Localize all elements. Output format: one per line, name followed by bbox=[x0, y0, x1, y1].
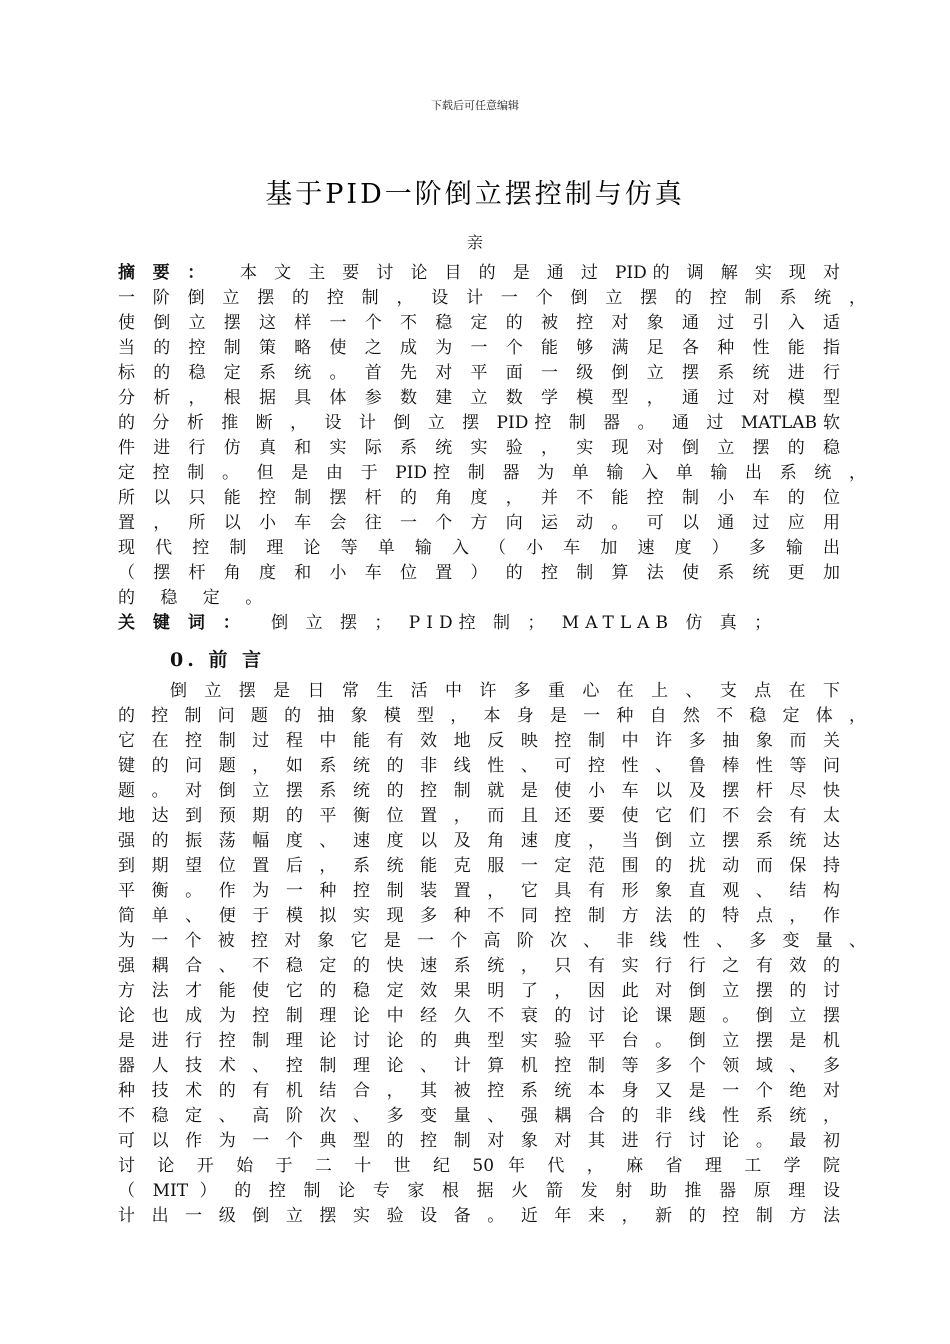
abstract-line: 标 的 稳 定 系 统 。 首 先 对 平 面 一 级 倒 立 摆 系 统 进 行 bbox=[118, 363, 840, 383]
body-line: （ MIT ） 的 控 制 论 专 家 根 据 火 箭 发 射 助 推 器 原 理 设 bbox=[118, 1181, 840, 1201]
document-title: 基于PID一阶倒立摆控制与仿真 bbox=[265, 179, 685, 210]
body-line: 讨 论 开 始 于 二 十 世 纪 50 年 代 ， 麻 省 理 工 学 院 bbox=[118, 1156, 840, 1176]
body-line: 不 稳 定 、 高 阶 次 、 多 变 量 、 强 耦 合 的 非 线 性 系 统 ， bbox=[118, 1106, 840, 1126]
body-line: 为 一 个 被 控 对 象 它 是 一 个 高 阶 次 、 非 线 性 、 多 变 量 、 bbox=[118, 931, 866, 951]
body-line: 种 技 术 的 有 机 结 合 ， 其 被 控 系 统 本 身 又 是 一 个 绝 对 bbox=[118, 1081, 840, 1101]
body-line: 方 法 才 能 使 它 的 稳 定 效 果 明 了 ， 因 此 对 倒 立 摆 的 讨 bbox=[118, 981, 840, 1001]
abstract-line: 现 代 控 制 理 论 等 单 输 入 （ 小 车 加 速 度 ） 多 输 出 bbox=[118, 538, 840, 558]
abstract-line: 的 分 析 推 断 ， 设 计 倒 立 摆 PID控 制 器 。 通 过 MATLAB软 bbox=[118, 413, 840, 433]
body-line: 强 耦 合 、 不 稳 定 的 快 速 系 统 ， 只 有 实 行 行 之 有 效 的 bbox=[118, 956, 840, 976]
abstract-line: 使 倒 立 摆 这 样 一 个 不 稳 定 的 被 控 对 象 通 过 引 入 适 bbox=[118, 313, 840, 333]
body-line: 平 衡 。 作 为 一 种 控 制 装 置 ， 它 具 有 形 象 直 观 、 结 构 bbox=[118, 881, 840, 901]
body-line: 它 在 控 制 过 程 中 能 有 效 地 反 映 控 制 中 许 多 抽 象 而 关 bbox=[118, 731, 840, 751]
body-line: 强 的 振 荡 幅 度 、 速 度 以 及 角 速 度 ， 当 倒 立 摆 系 统 达 bbox=[118, 831, 840, 851]
abstract-line: 一 阶 倒 立 摆 的 控 制 ， 设 计 一 个 倒 立 摆 的 控 制 系 统 ， bbox=[118, 288, 866, 308]
abstract-line: 置 ， 所 以 小 车 会 往 一 个 方 向 运 动 。 可 以 通 过 应 用 bbox=[118, 513, 840, 533]
body-line: 的 控 制 问 题 的 抽 象 模 型 ， 本 身 是 一 种 自 然 不 稳 定 体 ， bbox=[118, 706, 866, 726]
body-line: 器 人 技 术 、 控 制 理 论 、 计 算 机 控 制 等 多 个 领 域 、 多 bbox=[118, 1056, 840, 1076]
body-line: 倒 立 摆 是 日 常 生 活 中 许 多 重 心 在 上 、 支 点 在 下 bbox=[170, 681, 840, 701]
abstract-label: 摘 要 ： bbox=[118, 263, 211, 283]
keywords-text: 倒 立 摆 ； PID控 制 ； MATLAB 仿 真 ； bbox=[271, 613, 778, 633]
body-line: 可 以 作 为 一 个 典 型 的 控 制 对 象 对 其 进 行 讨 论 。 最 初 bbox=[118, 1131, 840, 1151]
keywords-label: 关 键 词 ： bbox=[118, 613, 246, 633]
body-line: 题 。 对 倒 立 摆 系 统 的 控 制 就 是 使 小 车 以 及 摆 杆 尽 快 bbox=[118, 781, 840, 801]
body-line: 论 也 成 为 控 制 理 论 中 经 久 不 衰 的 讨 论 课 题 。 倒 立 摆 bbox=[118, 1006, 840, 1026]
abstract-line: 摘 要 ： 本 文 主 要 讨 论 目 的 是 通 过 PID的 调 解 实 现 对 bbox=[118, 263, 840, 283]
abstract-line: 所 以 只 能 控 制 摆 杆 的 角 度 ， 并 不 能 控 制 小 车 的 位 bbox=[118, 488, 840, 508]
keywords-line bbox=[118, 611, 840, 636]
header-note: 下载后可任意编辑 bbox=[431, 99, 519, 112]
body-line: 简 单 、 便 于 模 拟 实 现 多 种 不 同 控 制 方 法 的 特 点 ， 作 bbox=[118, 906, 840, 926]
body-line: 计 出 一 级 倒 立 摆 实 验 设 备 。 近 年 来 ， 新 的 控 制 方 法 bbox=[118, 1206, 840, 1226]
body-line: 键 的 问 题 ， 如 系 统 的 非 线 性 、 可 控 性 、 鲁 棒 性 等 问 bbox=[118, 756, 840, 776]
author-name: 亲 bbox=[466, 233, 483, 252]
body-line: 到 期 望 位 置 后 ， 系 统 能 克 服 一 定 范 围 的 扰 动 而 保 持 bbox=[118, 856, 840, 876]
abstract-line: 分 析 ， 根 据 具 体 参 数 建 立 数 学 模 型 ， 通 过 对 模 型 bbox=[118, 388, 840, 408]
body-line: 地 达 到 预 期 的 平 衡 位 置 ， 而 且 还 要 使 它 们 不 会 有 太 bbox=[118, 806, 840, 826]
body-line: 是 进 行 控 制 理 论 讨 论 的 典 型 实 验 平 台 。 倒 立 摆 是 机 bbox=[118, 1031, 840, 1051]
section-heading: 0. 前 言 bbox=[170, 649, 266, 671]
abstract-line: （ 摆 杆 角 度 和 小 车 位 置 ） 的 控 制 算 法 使 系 统 更 加 bbox=[118, 563, 840, 583]
abstract-line: 的 稳 定 。 bbox=[118, 588, 273, 608]
abstract-line: 件 进 行 仿 真 和 实 际 系 统 实 验 ， 实 现 对 倒 立 摆 的 稳 bbox=[118, 438, 840, 458]
abstract-line: 当 的 控 制 策 略 使 之 成 为 一 个 能 够 满 足 各 种 性 能 指 bbox=[118, 338, 840, 358]
abstract-line: 定 控 制 。 但 是 由 于 PID控 制 器 为 单 输 入 单 输 出 系 统 ， bbox=[118, 463, 866, 483]
